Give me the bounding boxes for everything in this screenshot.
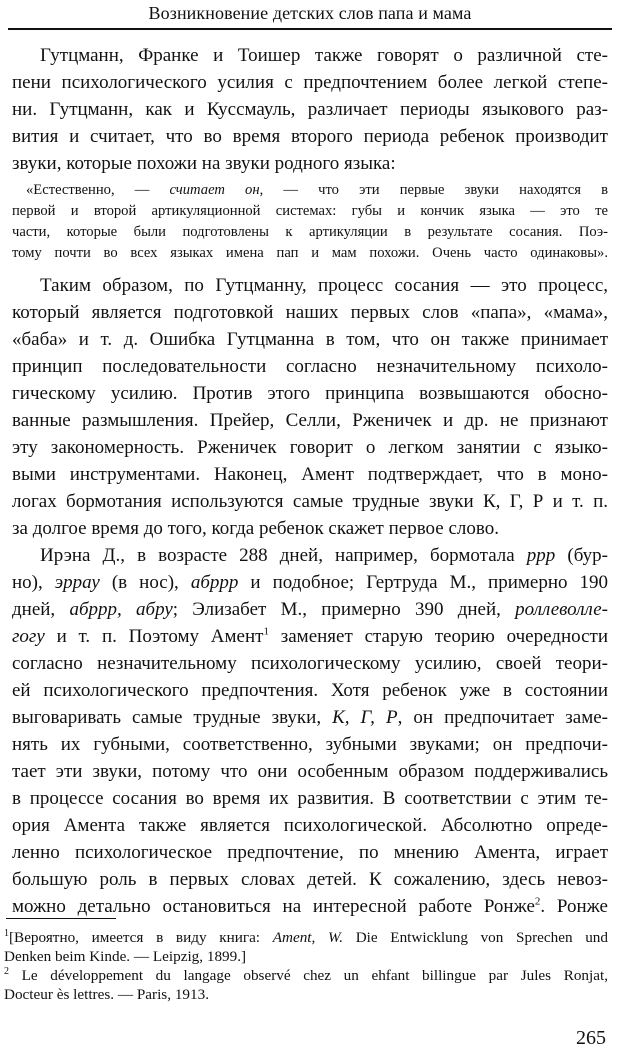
text-line: нять их губными, соответственно, зубными звуками; он предпочи- bbox=[12, 734, 608, 755]
text-line: пени психологического усилия с предпочтением более легкой степе- bbox=[12, 72, 608, 93]
text-line: тает эти звуки, потому что они особенным образом поддерживались bbox=[12, 761, 608, 782]
quote-line: тому почти во всех языках имена пап и мам похожи. Очень часто одинаковы». bbox=[12, 245, 608, 261]
body-text bbox=[12, 42, 608, 920]
text-line: за долгое время до того, когда ребенок скажет первое слово. bbox=[12, 518, 499, 539]
text-line: согласно незначительному психологическому усилию, своей теори- bbox=[12, 653, 608, 674]
header-rule bbox=[8, 28, 612, 30]
text-line: принцип последовательности согласно незначительному психоло- bbox=[12, 356, 608, 377]
text-line: выговаривать самые трудные звуки, К, Г, Р, он предпочитает заме- bbox=[12, 707, 608, 728]
text-line: ванные размышления. Прейер, Селли, Рженичек и др. не признают bbox=[12, 410, 608, 431]
footnote-2-line: $^2$ Le développement du langage observé chez un ehfant billingue par Jules Ronjat, bbox=[4, 965, 608, 984]
text-line: большую роль в первых словах детей. К сожалению, здесь невоз- bbox=[12, 869, 608, 890]
paragraph-1 bbox=[12, 42, 608, 177]
footnote-ref-2: 2 bbox=[534, 895, 541, 908]
footnote-rule bbox=[6, 918, 116, 919]
paragraph-2 bbox=[12, 272, 608, 542]
footnotes bbox=[4, 928, 608, 1004]
running-head: Возникновение детских слов папа и мама bbox=[148, 3, 472, 23]
text-line: дней, абррр, абру; Элизабет М., примерно 390 дней, роллеволле- bbox=[12, 599, 609, 620]
page-number: 265 bbox=[576, 1027, 606, 1049]
text-line: вития и считает, что во время второго периода ребенок производит bbox=[12, 126, 608, 147]
text-line: гогу и т. п. Поэтому Амент$^1$ заменяет старую теорию очередности bbox=[12, 625, 608, 647]
text-line: логах бормотания используются самые трудные звуки К, Г, Р и т. п. bbox=[12, 491, 608, 512]
text-line: выми инструментами. Наконец, Амент подтверждает, что в моно- bbox=[12, 464, 608, 485]
text-line: Ирэна Д., в возрасте 288 дней, например, бормотала ррр (бур- bbox=[40, 545, 608, 566]
quote-line: «Естественно, — считает он, — что эти первые звуки находятся в bbox=[26, 182, 608, 198]
text-line: гическому усилию. Против этого принципа возвышаются обосно- bbox=[12, 383, 608, 404]
text-line: ей психологического предпочтения. Хотя ребенок уже в состоянии bbox=[12, 680, 608, 701]
quote-line: части, которые были подготовлены к артикуляции в результате сосания. Поэ- bbox=[12, 224, 608, 240]
footnote-1-line: $^1$[Вероятно, имеется в виду книга: Ament, W. Die Entwicklung von Sprechen und bbox=[4, 927, 608, 946]
text-line: «баба» и т. д. Ошибка Гутцманна в том, что он также принимает bbox=[12, 329, 608, 350]
text-line: который является подготовкой наших первых слов «папа», «мама», bbox=[12, 302, 608, 323]
text-line: ленно психологическое предпочтение, по мнению Амента, играет bbox=[12, 842, 608, 863]
text-line: в процессе сосания во время их развития. В соответствии с этим те- bbox=[12, 788, 608, 809]
text-line: можно детально остановиться на интересной работе Ронже$^2$. Ронже bbox=[12, 895, 608, 917]
text-line: ория Амента также является психологической. Абсолютно опреде- bbox=[12, 815, 608, 836]
text-line: ни. Гутцманн, как и Куссмауль, различает периоды языкового раз- bbox=[12, 99, 608, 120]
footnote-1-line: Denken beim Kinde. — Leipzig, 1899.] bbox=[4, 948, 247, 965]
footnote-2-line: Docteur ès lettres. — Paris, 1913. bbox=[4, 986, 209, 1003]
text-line: эту закономерность. Рженичек говорит о легком занятии с языко- bbox=[12, 437, 608, 458]
quote-line: первой и второй артикуляционной системах: губы и кончик языка — это те bbox=[12, 203, 608, 219]
footnote-ref-1: 1 bbox=[263, 625, 269, 638]
paragraph-3 bbox=[12, 542, 608, 920]
text-line: Гутцманн, Франке и Тоишер также говорят о различной сте- bbox=[40, 45, 608, 66]
text-line: Таким образом, по Гутцманну, процесс сосания — это процесс, bbox=[40, 275, 608, 296]
text-line: звуки, которые похожи на звуки родного языка: bbox=[12, 153, 396, 174]
block-quote bbox=[12, 180, 608, 264]
text-line: но), эррау (в нос), абррр и подобное; Гертруда М., примерно 190 bbox=[12, 572, 609, 593]
